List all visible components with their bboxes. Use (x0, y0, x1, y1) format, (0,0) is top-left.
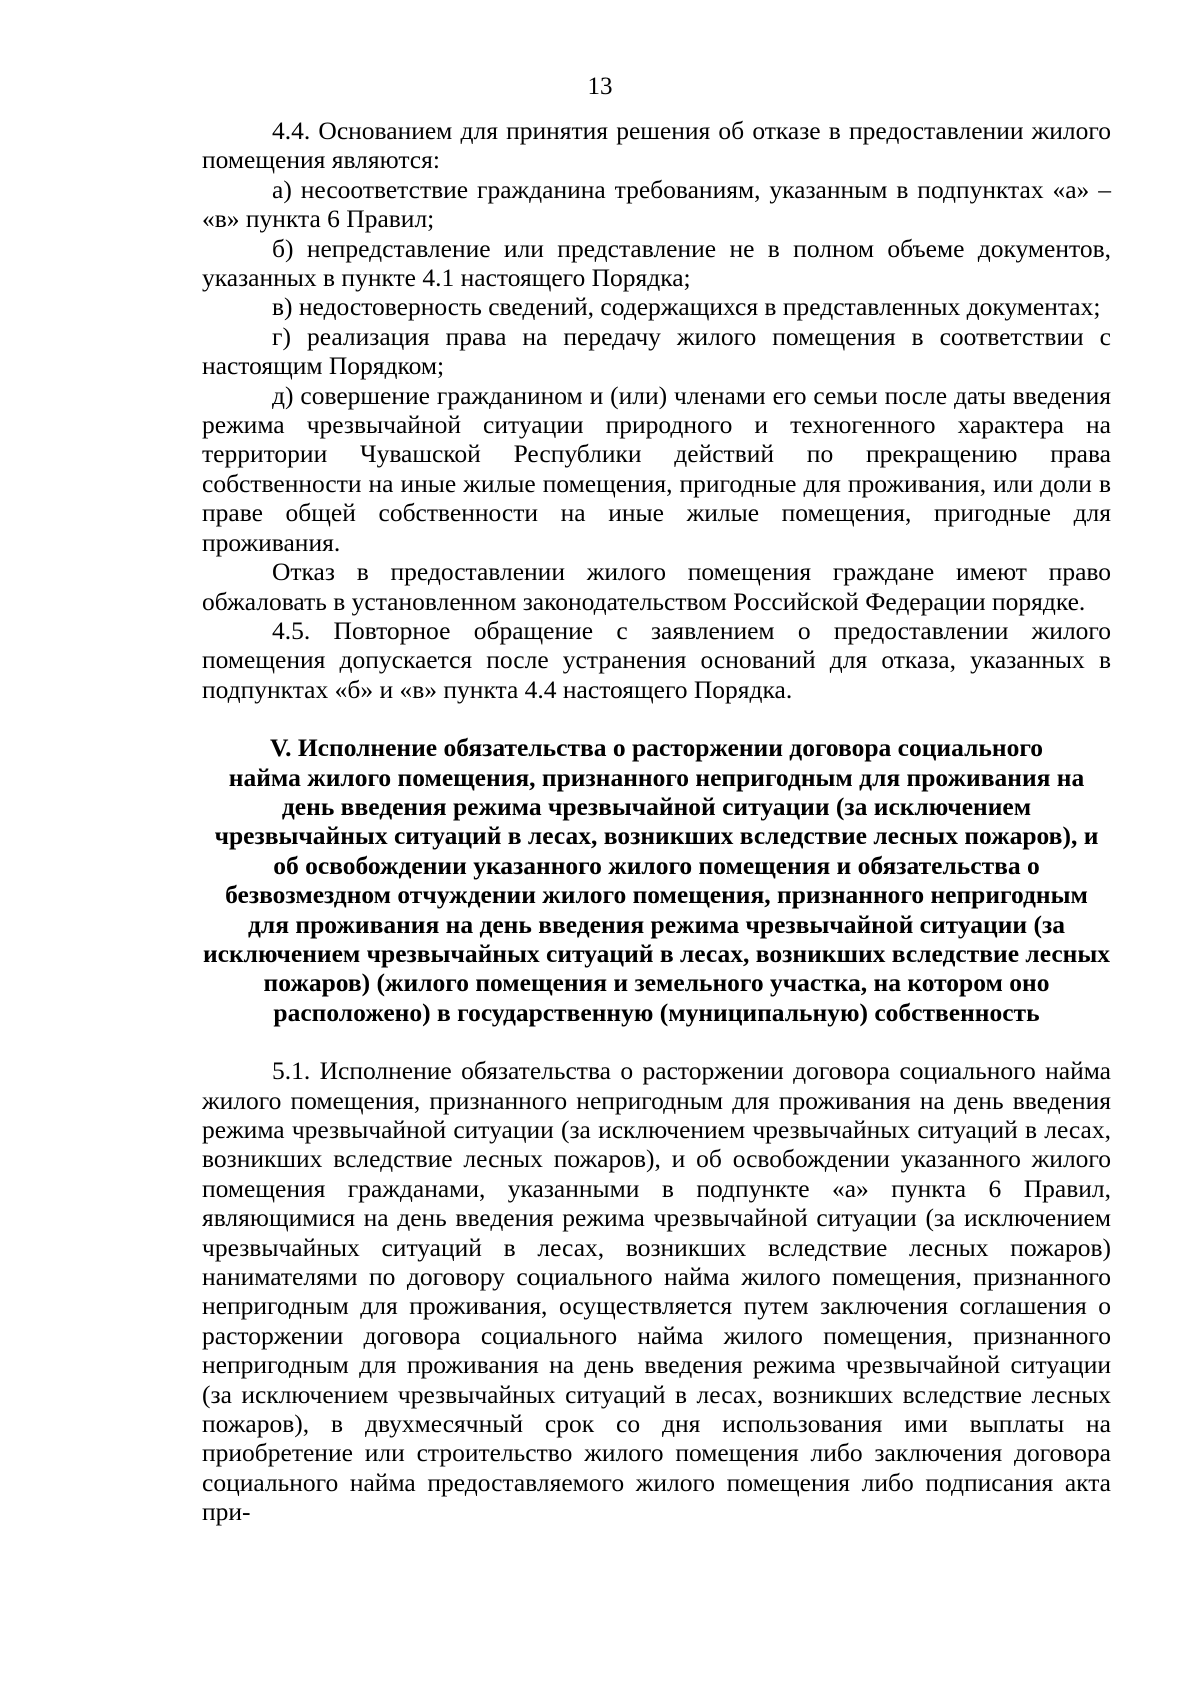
section-5-heading-title: V. Исполнение обязательства о расторжении договора социального (269, 733, 1044, 763)
paragraph-4-5: 4.5. Повторное обращение с заявлением о предоставлении жилого помещения допускается после устранения оснований для отказа, указанных в подпунктах «б» и «в» пункта 4.4 настоящего Порядка. (202, 615, 1111, 704)
paragraph-4-4: 4.4. Основанием для принятия решения об отказе в предоставлении жилого помещения являются: (202, 116, 1111, 175)
section-5-heading (202, 733, 1111, 1027)
section-5-heading-continuation: найма жилого помещения, признанного непригодным для проживания на день введения режима чрезвычайной ситуации (за исключением чрезвычайных ситуаций в лесах, возникших вследствие лесных пожаров), и об освобождении указанного жилого помещения и обязательства о безвозмездном отчуждении жилого помещения, признанного непригодным для проживания на день введения режима чрезвычайной ситуации (за исключением чрезвычайных ситуаций в лесах, возникших вследствие лесных пожаров) (жилого помещения и земельного участка, на котором оно расположено) в государственную (муниципальную) собственность (202, 762, 1111, 1027)
paragraph-4-4-v: в) недостоверность сведений, содержащихся в представленных документах; (272, 292, 1101, 322)
paragraph-4-4-d: д) совершение гражданином и (или) членами его семьи после даты введения режима чрезвычайной ситуации природного и техногенного характера на территории Чувашской Республики действий по прекращению права собственности на иные жилые помещения, пригодные для проживания, или доли в праве общей собственности на иные жилые помещения, пригодные для проживания. (202, 380, 1111, 557)
paragraph-4-4-g: г) реализация права на передачу жилого помещения в соответствии с настоящим Порядком; (202, 321, 1111, 381)
page-number: 13 (587, 73, 613, 100)
paragraph-4-4-a: а) несоответствие гражданина требованиям, указанным в подпунктах «а» – «в» пункта 6 Правил; (202, 174, 1111, 234)
paragraph-4-4-b: б) непредставление или представление не в полном объеме документов, указанных в пункте 4.1 настоящего Порядка; (202, 233, 1111, 293)
document-body (202, 116, 1111, 1527)
paragraph-refusal-appeal: Отказ в предоставлении жилого помещения граждане имеют право обжаловать в установленном законодательством Российской Федерации порядке. (202, 557, 1111, 616)
paragraph-5-1: 5.1. Исполнение обязательства о расторжении договора социального найма жилого помещения, признанного непригодным для проживания на день введения режима чрезвычайной ситуации (за исключением чрезвычайных ситуаций в лесах, возникших вследствие лесных пожаров), и об освобождении указанного жилого помещения гражданами, указанными в подпункте «а» пункта 6 Правил, являющимися на день введения режима чрезвычайной ситуации (за исключением чрезвычайных ситуаций в лесах, возникших вследствие лесных пожаров) нанимателями по договору социального найма жилого помещения, признанного непригодным для проживания, осуществляется путем заключения соглашения о расторжении договора социального найма жилого помещения, признанного непригодным для проживания на день введения режима чрезвычайной ситуации (за исключением чрезвычайных ситуаций в лесах, возникших вследствие лесных пожаров), в двухмесячный срок со дня использования ими выплаты на приобретение или строительство жилого помещения либо заключения договора социального найма предоставляемого жилого помещения либо подписания акта при- (202, 1056, 1111, 1527)
